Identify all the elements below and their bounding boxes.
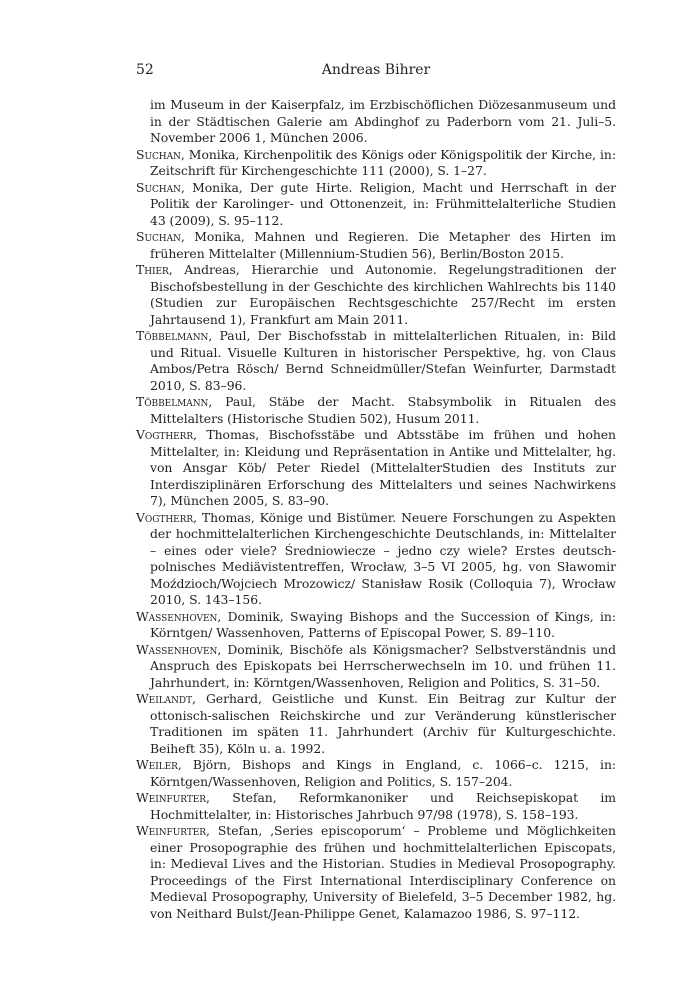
bibliography-entry [136,180,616,230]
entry-text: , Björn, Bishops and Kings in England, c. 1066–c. 1215, in: Körntgen/Wassenhoven, Religion and Politics, S. 157–204. [150,757,616,789]
bibliography-entry [136,97,616,147]
entry-author: Thier [136,262,169,277]
bibliography-entry [136,147,616,180]
entry-author: Vogtherr [136,509,194,525]
entry-text: , Paul, Der Bischofsstab in mittelalterlichen Ritualen, in: Bild und Ritual. Visuelle Kulturen in historischer Perspektive, hg. von Claus Ambos/Petra Rösch/ Bernd Schneidmüller/Stefan Weinfurter, Darmstadt 2010, S. 83–96. [150,328,616,393]
entry-text: , Thomas, Bischofsstäbe und Abtsstäbe im frühen und hohen Mittelalter, in: Kleidung und Repräsentation in Antike und Mittelalter, hg. von Ansgar Köb/ Peter Riedel (MittelalterStudien des Instituts zur Interdisziplinären Erforschung des Mittelalters und seines Nachwirkens 7), München 2005, S. 83–90. [150,427,616,508]
entry-author: Suchan [136,146,181,162]
entry-author: Suchan [136,179,181,195]
bibliography-entry [136,510,616,609]
bibliography-entry [136,757,616,790]
entry-text: , Andreas, Hierarchie und Autonomie. Regelungstraditionen der Bischofsbestellung in der Geschichte des kirchlichen Wahlrechts bis 1140 (Studien zur Europäischen Rechtsgeschichte 257/Recht im ersten Jahrtausend 1), Frankfurt am Main 2011. [150,262,616,327]
entry-text: , Thomas, Könige und Bistümer. Neuere Forschungen zu Aspekten der hochmittelalterlichen Kirchengeschichte Deutschlands, in: Mittelalter – eines oder viele? Średniowiecze – jedno czy wiele? Erstes deutsch-polnisches Mediävistentreffen, Wrocław, 3–5 VI 2005, hg. von Sławomir Moździoch/Wojciech Mrozowicz/ Stanisław Rosik (Colloquia 7), Wrocław 2010, S. 143–156. [150,509,616,607]
bibliography-entry [136,823,616,922]
entry-author: Többelmann [136,394,209,409]
page-header [136,62,616,82]
entry-author: Suchan [136,229,181,244]
entry-author: Weinfurter [136,823,207,838]
entry-author: Vogtherr [136,427,194,442]
entry-author: Wassenhoven [136,641,218,657]
page-number: 52 [136,62,154,78]
running-head: Andreas Bihrer [321,62,431,78]
entry-author: Weilandt [136,691,193,706]
bibliography-entry [136,790,616,823]
bibliography-entry [136,642,616,692]
entry-text: , Gerhard, Geistliche und Kunst. Ein Beitrag zur Kultur der ottonisch-salischen Reichskirche und zur Veränderung künstlerischer Traditionen im späten 11. Jahrhundert (Archiv für Kulturgeschichte. Beiheft 35), Köln u. a. 1992. [150,691,616,756]
entry-author: Weiler [136,757,178,772]
entry-author: Wassenhoven [136,608,218,624]
bibliography-entry [136,229,616,262]
entry-author: Weinfurter [136,790,207,805]
entry-text: im Museum in der Kaiserpfalz, im Erzbischöflichen Diözesanmuseum und in der Städtischen Galerie am Abdinghof zu Paderborn vom 21. Juli–5. November 2006 1, München 2006. [150,97,616,145]
entry-text: , Dominik, Swaying Bishops and the Succession of Kings, in: Körntgen/ Wassenhoven, Patterns of Episcopal Power, S. 89–110. [150,608,616,640]
bibliography-entry [136,427,616,510]
entry-text: , Monika, Kirchenpolitik des Königs oder Königspolitik der Kirche, in: Zeitschrift für Kirchengeschichte 111 (2000), S. 1–27. [150,146,616,178]
bibliography-list [136,97,616,922]
bibliography-entry [136,262,616,328]
entry-text: , Stefan, Reformkanoniker und Reichsepiskopat im Hochmittelalter, in: Historisches Jahrbuch 97/98 (1978), S. 158–193. [150,790,616,822]
entry-text: , Monika, Der gute Hirte. Religion, Macht und Herrschaft in der Politik der Karolinger- und Ottonenzeit, in: Frühmittelalterliche Studien 43 (2009), S. 95–112. [150,179,616,228]
entry-text: , Stefan, ‚Series episcoporum‘ – Probleme und Möglichkeiten einer Prosopographie des frühen und hochmittelalterlichen Episcopats, in: Medieval Lives and the Historian. Studies in Medieval Prosopography. Proceedings of the First International Interdisciplinary Conference on Medieval Prosopography, University of Bielefeld, 3–5 December 1982, hg. von Neithard Bulst/Jean-Philippe Genet, Kalamazoo 1986, S. 97–112. [150,823,616,921]
bibliography-entry [136,394,616,427]
bibliography-entry [136,328,616,394]
bibliography-entry [136,609,616,642]
entry-text: , Paul, Stäbe der Macht. Stabsymbolik in Ritualen des Mittelalters (Historische Studien 502), Husum 2011. [150,394,616,426]
bibliography-entry [136,691,616,757]
entry-text: , Monika, Mahnen und Regieren. Die Metapher des Hirten im früheren Mittelalter (Millennium-Studien 56), Berlin/Boston 2015. [150,229,616,261]
entry-text: , Dominik, Bischöfe als Königsmacher? Selbstverständnis und Anspruch des Episkopats bei Herrscherwechseln im 10. und frühen 11. Jahrhundert, in: Körntgen/Wassenhoven, Religion and Politics, S. 31–50. [150,641,616,690]
entry-author: Többelmann [136,328,209,343]
